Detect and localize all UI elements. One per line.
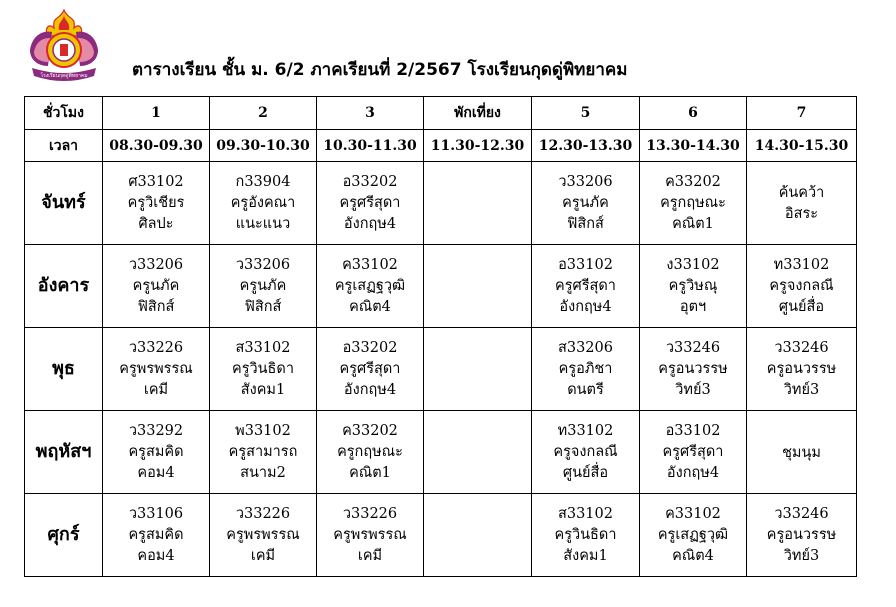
teacher-name: ครูเสฏฐวุฒิ xyxy=(334,277,406,294)
subject-code: ว33226 xyxy=(128,339,184,356)
period-header: 7 xyxy=(747,97,857,130)
logo-banner-text: โรงเรียนกุดดู่พิทยาคม xyxy=(40,73,88,79)
subject-name: สังคม1 xyxy=(563,547,608,564)
time-slot: 08.30-09.30 xyxy=(103,130,210,162)
class-info xyxy=(210,504,316,567)
subject-code: ว33226 xyxy=(235,505,291,522)
class-cell xyxy=(317,162,424,245)
subject-name: ฟิสิกส์ xyxy=(567,215,604,232)
teacher-name: ครูอภิชา xyxy=(558,360,613,377)
time-row xyxy=(25,130,857,162)
lunch-cell xyxy=(424,328,532,411)
class-cell xyxy=(103,494,210,577)
subject-name: ศูนย์สื่อ xyxy=(562,464,609,481)
subject-name: คณิต4 xyxy=(349,298,391,315)
class-cell xyxy=(747,494,857,577)
class-cell xyxy=(532,162,640,245)
teacher-name: ครูอังคณา xyxy=(230,194,296,211)
teacher-name: ครูศรีสุดา xyxy=(662,443,724,460)
activity-text: อิสระ xyxy=(784,206,819,222)
class-info xyxy=(532,172,639,235)
class-info xyxy=(640,172,746,235)
day-name: จันทร์ xyxy=(41,192,86,214)
subject-name: วิทย์3 xyxy=(675,381,711,398)
day-label xyxy=(25,494,103,577)
class-info xyxy=(103,338,209,401)
period-header: พักเที่ยง xyxy=(424,97,532,130)
lunch-cell xyxy=(424,245,532,328)
class-info xyxy=(532,504,639,567)
subject-name: อังกฤษ4 xyxy=(343,381,397,398)
subject-code: ท33102 xyxy=(557,422,614,439)
time-label: เวลา xyxy=(25,130,103,162)
teacher-name: ครูวิเชียร xyxy=(127,194,185,211)
class-info xyxy=(210,421,316,484)
class-cell xyxy=(317,245,424,328)
subject-code: ว33206 xyxy=(235,256,291,273)
lunch-cell xyxy=(424,411,532,494)
teacher-name: ครูวิษณุ xyxy=(668,277,718,294)
subject-code: ท33102 xyxy=(773,256,830,273)
class-cell xyxy=(317,494,424,577)
teacher-name: ครูสมคิด xyxy=(128,443,184,460)
class-info xyxy=(210,338,316,401)
subject-name: ฟิสิกส์ xyxy=(244,298,282,315)
subject-code: ว33206 xyxy=(128,256,184,273)
teacher-name: ครูอนวรรษ xyxy=(766,526,837,543)
subject-code: ว33292 xyxy=(128,422,184,439)
class-cell xyxy=(532,328,640,411)
period-header: 5 xyxy=(532,97,640,130)
teacher-name: ครูอนวรรษ xyxy=(658,360,728,377)
page-title: ตารางเรียน ชั้น ม. 6/2 ภาคเรียนที่ 2/2567 โรงเรียนกุดดู่พิทยาคม xyxy=(132,60,628,80)
class-info xyxy=(640,255,746,318)
day-label xyxy=(25,328,103,411)
subject-name: ฟิสิกส์ xyxy=(137,298,175,315)
subject-code: ว33226 xyxy=(342,505,398,522)
day-label xyxy=(25,245,103,328)
class-info xyxy=(317,338,423,401)
class-info xyxy=(210,172,316,235)
day-row xyxy=(25,494,857,577)
class-info xyxy=(317,172,423,235)
subject-code: ค33102 xyxy=(342,256,398,273)
subject-name: อังกฤษ4 xyxy=(343,215,397,232)
time-slot: 11.30-12.30 xyxy=(424,130,532,162)
subject-name: อังกฤษ4 xyxy=(666,464,720,481)
subject-name: สังคม1 xyxy=(240,381,286,398)
teacher-name: ครูพรพรรณ xyxy=(226,526,300,543)
class-cell xyxy=(103,162,210,245)
teacher-name: ครูนภัค xyxy=(562,194,609,211)
subject-name: คณิต1 xyxy=(672,215,714,232)
class-cell xyxy=(747,328,857,411)
teacher-name: ครูวินธิดา xyxy=(232,360,294,377)
school-logo xyxy=(24,6,104,86)
teacher-name: ครูจงกลณี xyxy=(769,277,834,294)
class-info xyxy=(747,504,856,567)
teacher-name: ครูพรพรรณ xyxy=(333,526,407,543)
lunch-cell xyxy=(424,162,532,245)
class-info xyxy=(747,441,856,464)
period-label: ชั่วโมง xyxy=(25,97,103,130)
day-rows xyxy=(25,162,857,577)
subject-code: ง33102 xyxy=(666,256,720,273)
teacher-name: ครูเสฏฐวุฒิ xyxy=(657,526,729,543)
class-cell xyxy=(532,494,640,577)
subject-code: ศ33102 xyxy=(128,173,184,190)
subject-code: ส33206 xyxy=(558,339,613,356)
class-cell xyxy=(103,245,210,328)
subject-code: ว33246 xyxy=(665,339,721,356)
period-header: 2 xyxy=(210,97,317,130)
subject-name: วิทย์3 xyxy=(783,547,820,564)
subject-code: ค33202 xyxy=(665,173,721,190)
class-cell xyxy=(532,245,640,328)
lunch-cell xyxy=(424,494,532,577)
subject-name: ดนตรี xyxy=(567,381,604,398)
teacher-name: ครูศรีสุดา xyxy=(555,277,616,294)
subject-name: เคมี xyxy=(357,547,383,564)
class-cell xyxy=(640,245,747,328)
subject-code: ส33102 xyxy=(235,339,291,356)
class-cell xyxy=(532,411,640,494)
class-info xyxy=(640,421,746,484)
day-name: ศุกร์ xyxy=(47,524,80,546)
subject-code: ส33102 xyxy=(558,505,613,522)
class-info xyxy=(103,504,209,567)
day-name: พฤหัสฯ xyxy=(35,441,92,463)
subject-code: ว33106 xyxy=(128,505,184,522)
teacher-name: ครูกฤษณะ xyxy=(660,194,726,211)
day-label xyxy=(25,162,103,245)
teacher-name: ครูกฤษณะ xyxy=(337,443,403,460)
class-info xyxy=(103,421,209,484)
class-info xyxy=(747,338,856,401)
teacher-name: ครูวินธิดา xyxy=(554,526,617,543)
activity-text: ชุมนุม xyxy=(782,444,821,461)
day-row xyxy=(25,328,857,411)
class-cell xyxy=(210,494,317,577)
class-info xyxy=(640,338,746,401)
class-info xyxy=(103,172,209,235)
teacher-name: ครูอนวรรษ xyxy=(766,360,837,377)
subject-name: ศูนย์สื่อ xyxy=(778,298,825,315)
teacher-name: ครูศรีสุดา xyxy=(339,194,401,211)
class-info xyxy=(210,255,316,318)
class-cell xyxy=(747,162,857,245)
period-header: 3 xyxy=(317,97,424,130)
day-name: อังคาร xyxy=(37,275,90,297)
teacher-name: ครูสมคิด xyxy=(128,526,184,543)
subject-name: คณิต4 xyxy=(672,547,714,564)
class-cell xyxy=(210,162,317,245)
subject-name: ศิลปะ xyxy=(138,215,174,232)
class-info xyxy=(532,255,639,318)
subject-name: วิทย์3 xyxy=(783,381,820,398)
class-info xyxy=(747,255,856,318)
subject-code: ว33206 xyxy=(558,173,613,190)
subject-code: อ33202 xyxy=(342,339,398,356)
day-row xyxy=(25,162,857,245)
class-info xyxy=(747,181,856,225)
teacher-name: ครูพรพรรณ xyxy=(119,360,193,377)
teacher-name: ครูสามารถ xyxy=(228,443,298,460)
time-slot: 12.30-13.30 xyxy=(532,130,640,162)
time-slot: 10.30-11.30 xyxy=(317,130,424,162)
class-info xyxy=(532,421,639,484)
class-cell xyxy=(210,245,317,328)
class-info xyxy=(317,504,423,567)
time-slot: 14.30-15.30 xyxy=(747,130,857,162)
teacher-name: ครูศรีสุดา xyxy=(339,360,401,377)
subject-code: พ33102 xyxy=(235,422,291,439)
subject-name: เคมี xyxy=(250,547,276,564)
day-name: พุธ xyxy=(52,358,75,380)
subject-code: ว33246 xyxy=(774,339,829,356)
class-cell xyxy=(640,494,747,577)
subject-name: เคมี xyxy=(143,381,169,398)
subject-code: ค33202 xyxy=(342,422,398,439)
class-info xyxy=(532,338,639,401)
subject-name: อังกฤษ4 xyxy=(559,298,612,315)
time-slot: 13.30-14.30 xyxy=(640,130,747,162)
subject-code: ค33102 xyxy=(665,505,721,522)
class-info xyxy=(640,504,746,567)
teacher-name: ครูนภัค xyxy=(132,277,180,294)
subject-code: ว33246 xyxy=(774,505,829,522)
subject-name: สนาม2 xyxy=(240,464,286,481)
subject-code: อ33202 xyxy=(342,173,398,190)
period-header: 6 xyxy=(640,97,747,130)
class-cell xyxy=(103,328,210,411)
class-cell xyxy=(640,162,747,245)
class-cell xyxy=(317,328,424,411)
subject-code: อ33102 xyxy=(665,422,721,439)
day-label xyxy=(25,411,103,494)
class-cell xyxy=(747,245,857,328)
activity-text: ค้นคว้า xyxy=(778,185,825,201)
subject-name: คอม4 xyxy=(137,547,175,564)
subject-code: ก33904 xyxy=(235,173,291,190)
subject-code: อ33102 xyxy=(558,256,613,273)
class-cell xyxy=(317,411,424,494)
timetable xyxy=(24,96,857,577)
class-info xyxy=(103,255,209,318)
period-header: 1 xyxy=(103,97,210,130)
class-info xyxy=(317,421,423,484)
class-cell xyxy=(747,411,857,494)
period-header-row xyxy=(25,97,857,130)
time-slot: 09.30-10.30 xyxy=(210,130,317,162)
day-row xyxy=(25,245,857,328)
class-cell xyxy=(210,411,317,494)
subject-name: คณิต1 xyxy=(349,464,391,481)
class-cell xyxy=(103,411,210,494)
subject-name: อุตฯ xyxy=(679,298,707,315)
class-info xyxy=(317,255,423,318)
day-row xyxy=(25,411,857,494)
class-cell xyxy=(640,411,747,494)
teacher-name: ครูนภัค xyxy=(239,277,287,294)
teacher-name: ครูจงกลณี xyxy=(553,443,618,460)
subject-name: แนะแนว xyxy=(235,215,291,232)
class-cell xyxy=(210,328,317,411)
class-cell xyxy=(640,328,747,411)
subject-name: คอม4 xyxy=(137,464,175,481)
